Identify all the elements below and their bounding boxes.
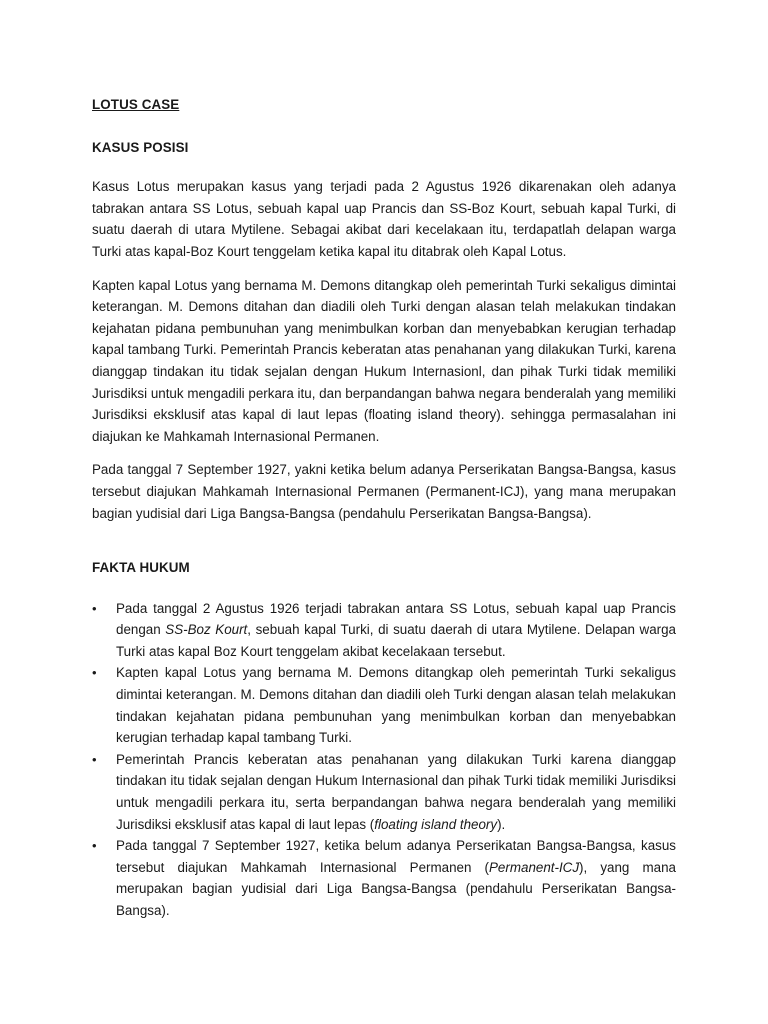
section-heading-fakta-hukum: FAKTA HUKUM: [92, 560, 190, 576]
section-heading-kasus-posisi: KASUS POSISI: [92, 139, 189, 155]
list-item-text: ), yang mana merupakan bagian yudisial dari Liga Bangsa-Bangsa (pendahulu Perserikatan Bangsa-Bangsa).: [116, 859, 676, 918]
list-item-text: Pemerintah Prancis keberatan atas penahanan yang dilakukan Turki karena dianggap tindakan itu tidak sejalan dengan Hukum Internasional dan pihak Turki tidak memiliki Jurisdiksi untuk mengadili perkara itu, serta berpandangan bahwa negara benderalah yang memiliki Jurisdiksi eksklusif atas kapal di laut lepas (: [116, 751, 676, 832]
list-item-text: Pada tanggal 2 Agustus 1926 terjadi tabrakan antara SS Lotus, sebuah kapal uap Prancis dengan: [116, 600, 676, 638]
list-item: [92, 662, 676, 748]
list-item-text: , sebuah kapal Turki, di suatu daerah di utara Mytilene. Delapan warga Turki atas kapal Boz Kourt tenggelam akibat kecelakaan tersebut.: [116, 622, 676, 659]
list-item-emphasis: Permanent-ICJ: [489, 859, 580, 875]
bullet-icon: •: [92, 600, 97, 616]
document-title: LOTUS CASE: [92, 97, 180, 112]
list-item: [92, 598, 676, 663]
fakta-hukum-list: [92, 598, 676, 922]
list-item: [92, 749, 676, 835]
list-item-text: Kapten kapal Lotus yang bernama M. Demons ditangkap oleh pemerintah Turki sekaligus dimintai keterangan. M. Demons ditahan dan diadili oleh Turki dengan alasan telah melakukan tindakan kejahatan pidana pembunuhan yang menimbulkan korban dan menyebabkan kerugian terhadap kapal tambang Turki.: [116, 665, 676, 746]
list-item: [92, 835, 676, 921]
bullet-icon: •: [92, 665, 97, 681]
paragraph: Kasus Lotus merupakan kasus yang terjadi pada 2 Agustus 1926 dikarenakan oleh adanya tabrakan antara SS Lotus, sebuah kapal uap Prancis dan SS-Boz Kourt, sebuah kapal Turki, di suatu daerah di utara Mytilene. Sebagai akibat dari kecelakaan itu, terdapatlah delapan warga Turki atas kapal-Boz Kourt tenggelam ketika kapal itu ditabrak oleh Kapal Lotus.: [92, 179, 676, 259]
paragraph: Kapten kapal Lotus yang bernama M. Demons ditangkap oleh pemerintah Turki sekaligus dimintai keterangan. M. Demons ditahan dan diadili oleh Turki dengan alasan telah melakukan tindakan kejahatan pidana pembunuhan yang menimbulkan korban dan menyebabkan kerugian terhadap kapal tambang Turki. Pemerintah Prancis keberatan atas penahanan yang dilakukan Turki, karena dianggap tindakan itu tidak sejalan dengan Hukum Internasionl, dan pihak Turki tidak memiliki Jurisdiksi untuk mengadili perkara itu, dan berpandangan bahwa negara benderalah yang memiliki Jurisdiksi eksklusif atas kapal di laut lepas (floating island theory). sehingga permasalahan ini diajukan ke Mahkamah Internasional Permanen.: [92, 277, 676, 444]
list-item-text: Pada tanggal 7 September 1927, ketika belum adanya Perserikatan Bangsa-Bangsa, kasus tersebut diajukan Mahkamah Internasional Permanen (: [116, 838, 676, 875]
paragraph: Pada tanggal 7 September 1927, yakni ketika belum adanya Perserikatan Bangsa-Bangsa, kasus tersebut diajukan Mahkamah Internasional Permanen (Permanent-ICJ), yang mana merupakan bagian yudisial dari Liga Bangsa-Bangsa (pendahulu Perserikatan Bangsa-Bangsa).: [92, 462, 676, 521]
list-item-emphasis: SS-Boz Kourt: [165, 622, 248, 638]
list-item-text: ).: [497, 816, 506, 832]
bullet-icon: •: [92, 751, 97, 767]
document-page: [92, 94, 676, 922]
bullet-icon: •: [92, 838, 97, 854]
list-item-emphasis: floating island theory: [374, 816, 498, 832]
